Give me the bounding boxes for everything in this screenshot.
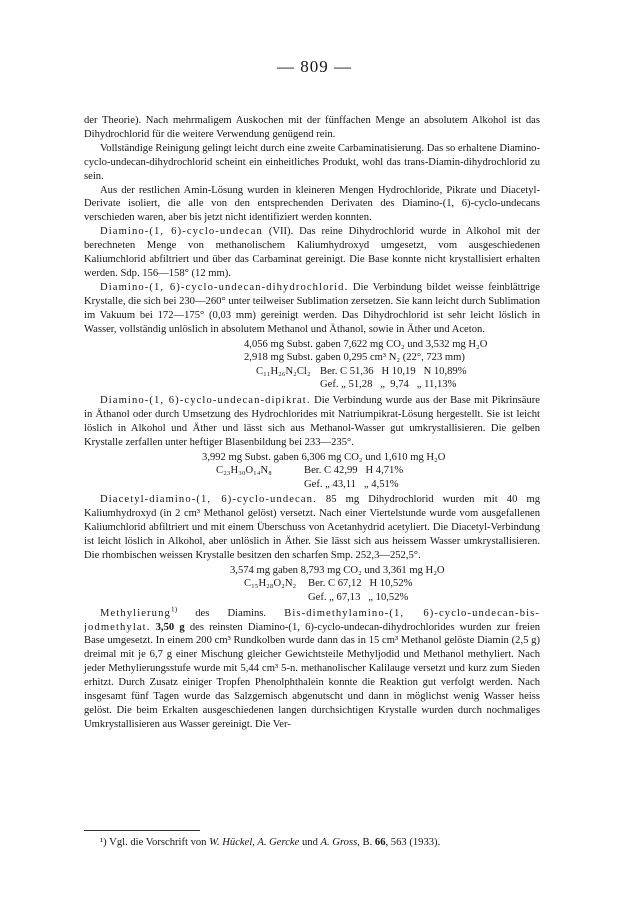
paragraph <box>84 281 540 337</box>
molecular-formula: C₁₁H₂₆N₂Cl₂ <box>256 365 311 377</box>
calculated-values: Ber. C 67,12 H 10,52% <box>308 578 413 590</box>
footnote <box>100 836 540 850</box>
footnote-text: , 563 (1933). <box>385 837 441 848</box>
section-heading: Methylierung <box>100 607 171 619</box>
paragraph <box>84 394 540 450</box>
footnote-text: und <box>299 837 321 848</box>
footnote-authors: W. Hückel, A. Gercke <box>209 837 300 848</box>
footnote-mark: ¹) <box>100 837 107 848</box>
analysis-line: 2,918 mg Subst. gaben 0,295 cm³ N₂ (22°, 723 mm) <box>244 352 465 364</box>
elemental-analysis <box>84 451 540 492</box>
paragraph-text: Die Verbindung bildet weisse feinblättrige Krystalle, die sich bei 230—260° unter teilweiser Sublimation zersetzen. Sie kann leicht durch Sublimation im Vakuum bei 172—175° (0,03 mm) gereinigt werden. Das Dihydrochlorid ist sehr leicht löslich in Wasser, vollständig unlöslich in absolutem Methanol und Äthanol, sowie in Äther und Aceton. <box>84 281 540 335</box>
compound-heading: Diamino-(1, 6)-cyclo-undecan <box>100 226 263 238</box>
paragraph-text: des Diamins. <box>177 607 285 619</box>
paragraph <box>84 493 540 563</box>
molecular-formula: C₂₃H₃₀O₁₄N₈ <box>216 465 272 477</box>
footnote-author: A. Gross <box>320 837 358 848</box>
footnote-volume: 66 <box>374 837 386 848</box>
calculated-values: Ber. C 51,36 H 10,19 N 10,89% <box>320 365 467 377</box>
paragraph-text: 85 mg Dihydrochlorid wurden mit 40 mg Kaliumhydroxyd (in 2 cm³ Methanol gelöst) versetzt. Nach einer Viertelstunde wurde vom ausgefallenen Kaliumchlorid abfiltriert und mit einem Überschuss von Acetanhydrid acetyliert. Die Diacetyl-Verbindung ist leicht löslich in Alkohol, aber unlöslich in Äther. Sie lässt sich aus heissem Wasser umkrystallisieren. Die rhombischen weissen Krystalle besitzen den scharfen Smp. 252,3—252,5°. <box>84 494 541 561</box>
paragraph-text: (VII). Das reine Dihydrochlorid wurde in Alkohol mit der berechneten Menge von methanolischem Kaliumhydroxyd umgesetzt, vom ausgeschiedenen Kaliumchlorid abfiltriert und über das Carbaminat gereinigt. Die Base konnte nicht krystallisiert erhalten werden. Sdp. 156—158° (12 mm). <box>84 226 540 279</box>
calculated-values: Ber. C 42,99 H 4,71% <box>304 465 404 477</box>
analysis-line: 3,574 mg gaben 8,793 mg CO₂ und 3,361 mg H₂O <box>230 564 445 576</box>
footnote-text: , B. <box>357 837 375 848</box>
page-number: — 809 — <box>277 57 352 76</box>
footnote-divider <box>84 830 200 831</box>
analysis-line: 3,992 mg Subst. gaben 6,306 mg CO₂ und 1,610 mg H₂O <box>202 451 446 463</box>
footnote-text: Vgl. die Vorschrift von <box>106 837 210 848</box>
compound-heading: Diamino-(1, 6)-cyclo-undecan-dipikrat. <box>100 394 311 406</box>
analysis-line: 4,056 mg Subst. gaben 7,622 mg CO₂ und 3,532 mg H₂O <box>244 338 488 350</box>
footnote-reference: 1) <box>170 604 178 614</box>
compound-heading: Bis-dimethylamino-(1, 6)-cyclo-undecan-bis-jodmethylat. <box>84 607 540 633</box>
elemental-analysis <box>84 338 540 392</box>
bold-quantity: 3,50 g <box>150 621 185 633</box>
compound-heading: Diamino-(1, 6)-cyclo-undecan-dihydrochlorid. <box>100 281 349 293</box>
paragraph: Vollständige Reinigung gelingt leicht durch eine zweite Carbaminatisierung. Das so erhaltene Diamino-cyclo-undecan-dihydrochlorid scheint ein einheitliches Produkt, wohl das trans-Diamin-dihydrochlorid zu sein. <box>84 142 540 182</box>
main-text <box>84 114 540 732</box>
paragraph <box>84 604 540 732</box>
found-values: Gef. „ 43,11 „ 4,51% <box>304 478 399 490</box>
paragraph-text: des reinsten Diamino-(1, 6)-cyclo-undecan-dihydrochlorides wurden zur freien Base umgesetzt. In einem 200 cm³ Rundkolben wurde dann das in 15 cm³ Methanol gelöste Diamin (2,5 g) dreimal mit je 6,7 g einer Mischung gleicher Gewichtsteile Methyljodid und Methanol methyliert. Nach jeder Methylierungsstufe wurde mit 5,44 cm³ 5-n. methanolischer Kalilauge versetzt und kurz zum Sieden erhitzt. Durch Zusatz einiger Tropfen Phenolphthalein konnte die Reaktion gut verfolgt werden. Nach insgesamt fünf Tagen wurde das Salzgemisch abgenutscht und dann in möglichst wenig Wasser heiss gelöst. Die beim Erkalten ausgeschiedenen langen durchsichtigen Krystalle wurden durch nochmaliges Umkrystallisieren aus Wasser gereinigt. Die Ver- <box>84 621 540 730</box>
molecular-formula: C₁₅H₂₈O₂N₂ <box>244 578 297 590</box>
paragraph: der Theorie). Nach mehrmaligem Auskochen mit der fünffachen Menge an absolutem Alkohol ist das Dihydrochlorid für die weitere Verwendung genügend rein. <box>84 115 540 140</box>
elemental-analysis <box>84 564 540 605</box>
found-values: Gef. „ 67,13 „ 10,52% <box>308 592 409 603</box>
paragraph <box>84 225 540 281</box>
compound-heading: Diacetyl-diamino-(1, 6)-cyclo-undecan. <box>100 494 317 506</box>
found-values: Gef. „ 51,28 „ 9,74 „ 11,13% <box>320 379 457 391</box>
paragraph: Aus der restlichen Amin-Lösung wurden in kleineren Mengen Hydrochloride, Pikrate und Diacetyl-Derivate isoliert, die alle von den entsprechenden Derivaten des Diamino-(1, 6)-cyclo-undecans verschieden waren, aber bis jetzt nicht identifiziert werden konnten. <box>84 184 540 224</box>
paragraph-text: Die Verbindung wurde aus der Base mit Pikrinsäure in Äthanol oder durch Umsetzung des Hydrochlorides mit Natriumpikrat-Lösung hergestellt. Sie ist leicht löslich in Alkohol und Äther und lässt sich aus Methanol-Wasser gut umkrystallisieren. Die gelben Krystalle zerfallen unter heftiger Blasenbildung bei 233—235°. <box>84 394 540 448</box>
